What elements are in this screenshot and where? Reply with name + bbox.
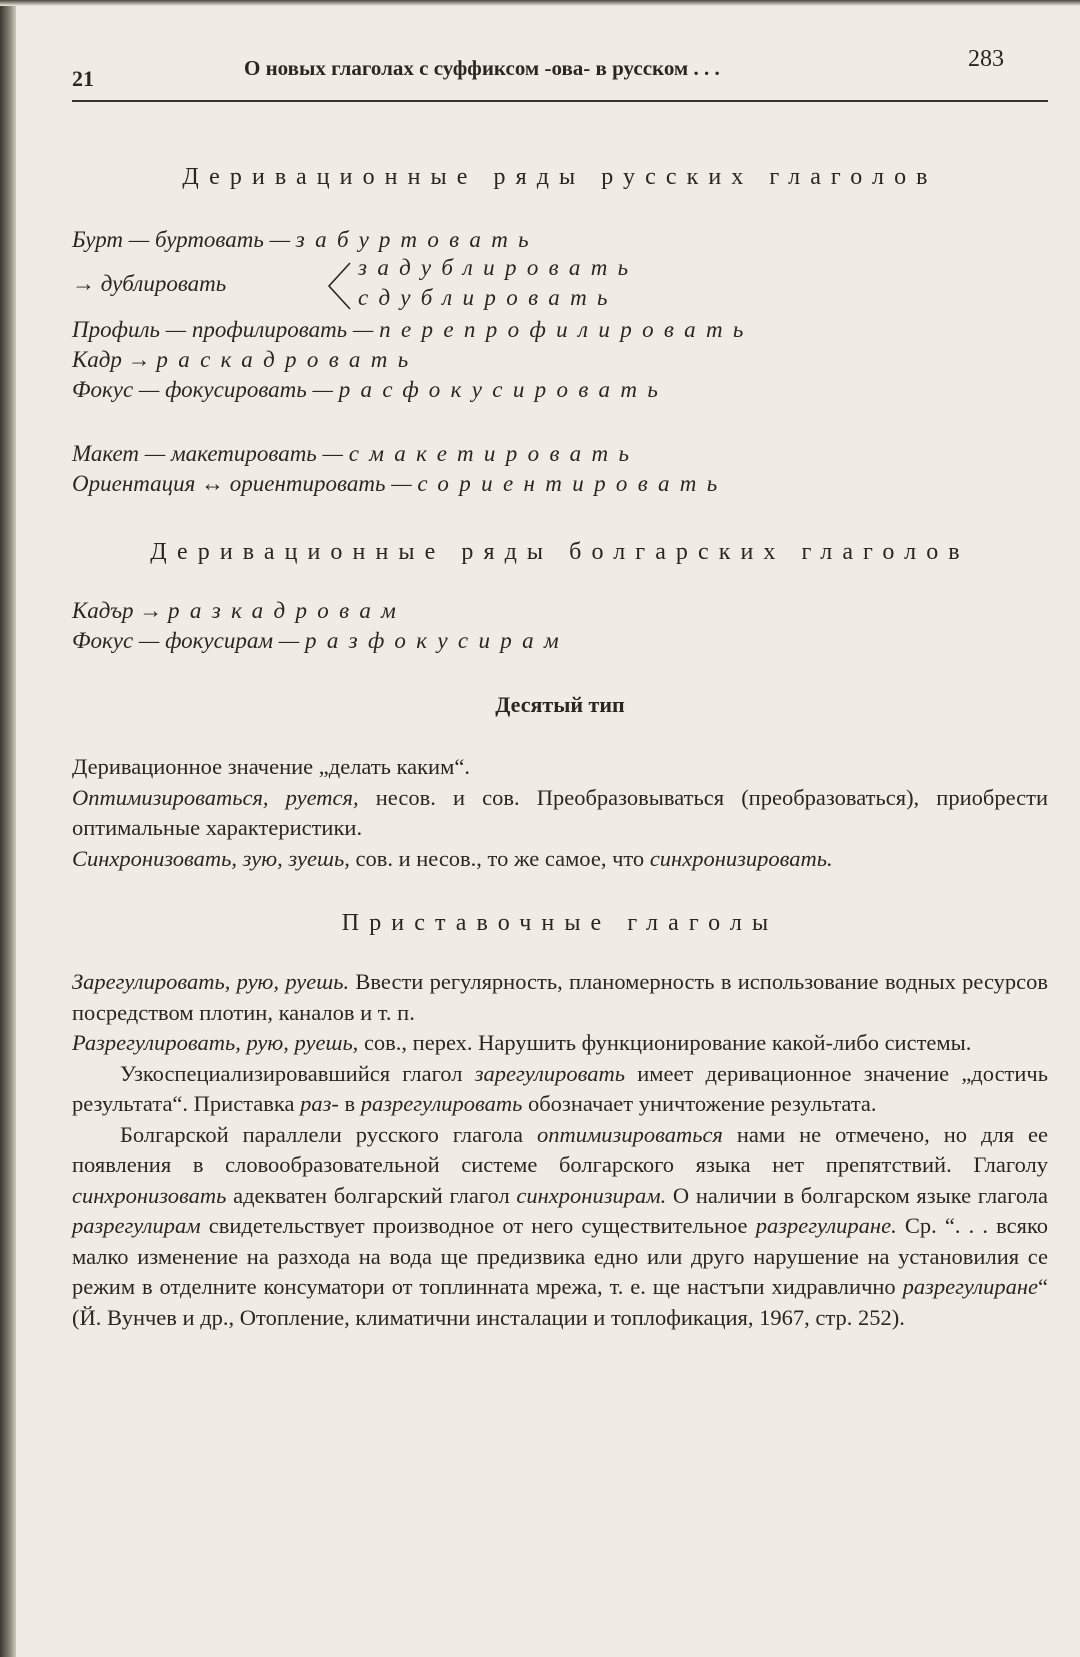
running-header <box>72 40 1048 102</box>
book-spine-shadow <box>0 0 16 1657</box>
text: Узкоспециализировавшийся глагол <box>120 1060 475 1086</box>
running-title: О новых глаголах с суффиксом -ова- в русском . . . <box>244 56 720 80</box>
text: в <box>338 1091 361 1116</box>
entry-text: сов., перех. Нарушить функционирование какой-либо системы. <box>358 1030 972 1055</box>
section-heading-tenth-type: Десятый тип <box>495 692 625 717</box>
series-derived: сориентировать <box>417 471 728 496</box>
entry-text: Ввести регулярность, планомерность в использование водных ресурсов посредством плотин, каналов и т. п. <box>72 969 1049 1025</box>
series-line <box>72 626 1048 656</box>
text: О наличии в болгарском языке глагола <box>666 1182 1048 1208</box>
dictionary-entry <box>72 783 1048 844</box>
term: оптимизироваться <box>536 1121 723 1147</box>
term: зарегулировать <box>474 1060 626 1086</box>
section-bulgarian <box>72 539 1048 656</box>
text: имеет деривационное значение „достичь результата“. Приставка <box>72 1060 1049 1116</box>
dictionary-entry <box>72 967 1048 1028</box>
series-line <box>72 225 1048 255</box>
term: синхронизирам. <box>516 1182 667 1208</box>
series-line <box>72 469 1048 499</box>
text: адекватен болгарский глагол <box>226 1182 517 1208</box>
term: разрегулиране <box>902 1274 1038 1299</box>
series-base: Профиль — профилировать — <box>72 317 380 342</box>
text: обозначает уничтожение результата. <box>522 1091 877 1116</box>
series-base: Кадър → <box>72 598 169 623</box>
series-base: Макет — макетировать — <box>72 441 349 466</box>
page-number-right: 283 <box>968 46 1004 72</box>
series-derived: разкадровам <box>168 598 407 623</box>
section-prefixal <box>72 910 1048 1333</box>
series-derived: задублировать <box>358 255 639 280</box>
term: разрегулировать <box>360 1091 523 1116</box>
text: Болгарской параллели русского глагола <box>120 1121 537 1147</box>
series-line <box>72 439 1048 469</box>
headword: Оптимизироваться, руется, <box>72 784 359 810</box>
page-top-edge <box>0 0 1080 6</box>
section-title-russian: Деривационные ряды русских глаголов <box>182 164 938 190</box>
entry-text: сов. и несов., то же самое, что <box>349 845 650 871</box>
paragraph <box>72 1059 1048 1120</box>
quote-text: Ср. “. . . всяко малко изменение на разхода на вода ще предизвика едно или друго нарушение на установилия се режим в отделните консуматори от топлинната мрежа, т. е. ще настъпи хидравлично <box>72 1213 1048 1299</box>
series-base: Ориентация ↔ ориентировать — <box>72 471 418 496</box>
section-title-bulgarian: Деривационные ряды болгарских глаголов <box>150 539 970 565</box>
term: разрегулиране. <box>755 1213 897 1238</box>
series-base: Фокус — фокусирам — <box>72 628 305 653</box>
series-derived: разфокусирам <box>304 628 570 653</box>
series-line <box>72 315 1048 345</box>
page-number-left: 21 <box>72 66 94 91</box>
dictionary-entry <box>72 844 1048 875</box>
section-tenth-type <box>72 692 1048 874</box>
text: свидетельствует производное от него существительное <box>200 1213 756 1238</box>
paragraph <box>72 1120 1048 1334</box>
series-base: Кадр → <box>72 347 157 372</box>
series-derived: раскадровать <box>156 347 419 372</box>
headword: Разрегулировать, рую, руешь, <box>72 1030 359 1055</box>
series-base: Фокус — фокусировать — <box>72 377 339 402</box>
term: синхронизовать <box>72 1182 227 1208</box>
section-title-prefixal: Приставочные глаголы <box>341 910 779 936</box>
series-line <box>72 596 1048 626</box>
series-derived: расфокусировать <box>338 377 669 402</box>
term: разрегулирам <box>72 1213 201 1238</box>
term: раз- <box>300 1091 339 1116</box>
headword: Зарегулировать, рую, руешь. <box>72 969 350 994</box>
series-derived: перепрофилировать <box>379 317 754 342</box>
entry-text: несов. и сов. Преобразовываться (преобразоваться), приобрести оптимальные характеристики. <box>72 784 1048 840</box>
series-line <box>72 345 1048 375</box>
fork-bracket-icon <box>326 259 352 313</box>
series-derived: сдублировать <box>358 285 618 310</box>
paragraph: Деривационное значение „делать каким“. <box>72 754 470 779</box>
text: нами не отмечено, но для ее появления в словообразовательной системе болгарского языка нет препятствий. Глаголу <box>72 1121 1048 1177</box>
section-russian <box>72 164 1048 499</box>
headword: Синхронизовать, зую, зуешь, <box>72 845 350 871</box>
cross-reference: синхронизировать. <box>649 845 833 871</box>
series-base: Бурт — буртовать — <box>72 227 296 252</box>
dictionary-entry <box>72 1028 1048 1059</box>
citation: “ (Й. Вунчев и др., Отопление, климатични инсталации и топлофикация, 1967, стр. 252). <box>72 1274 1048 1330</box>
series-line <box>72 375 1048 405</box>
series-fork <box>72 255 1048 315</box>
book-page <box>72 40 1048 1333</box>
series-derived: смакетировать <box>348 441 640 466</box>
series-derived: забуртовать <box>295 227 539 252</box>
series-base: → дублировать <box>72 271 227 296</box>
